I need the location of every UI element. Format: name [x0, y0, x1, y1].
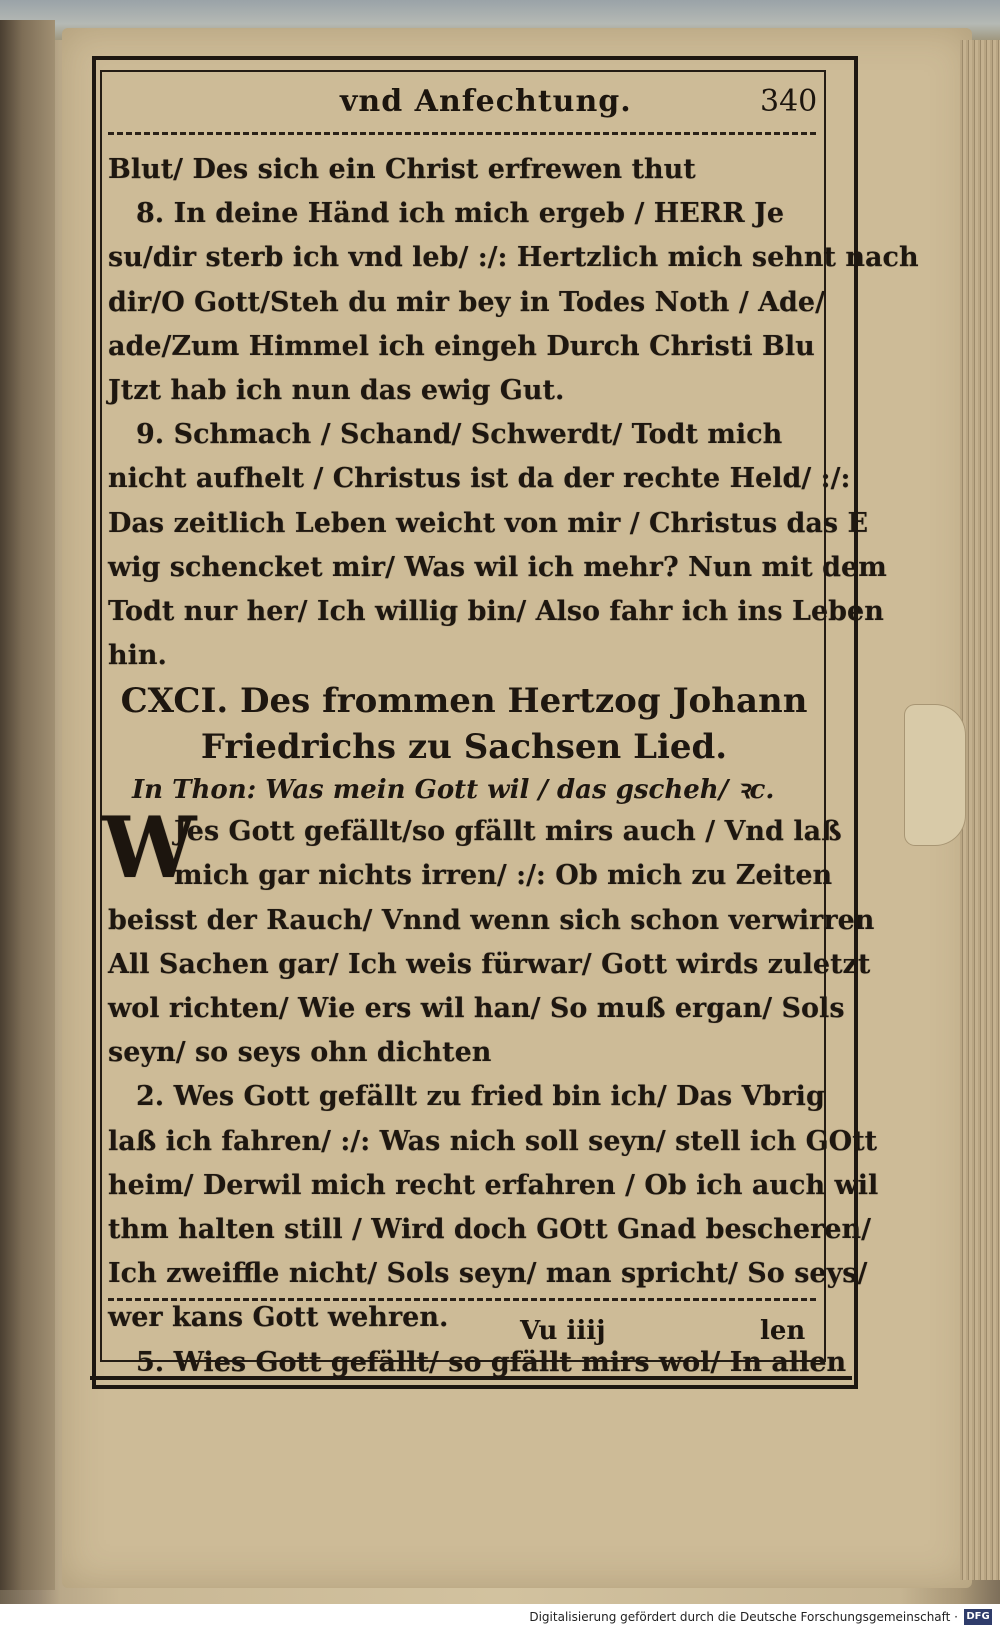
- stanza-line: All Sachen gar/ Ich weis fürwar/ Gott wirds zuletzt: [108, 948, 871, 980]
- text-line: Todt nur her/ Ich willig bin/ Also fahr ich ins Leben: [108, 595, 884, 627]
- stanza-line: wer kans Gott wehren.: [108, 1302, 449, 1334]
- page-text: [102, 148, 919, 1385]
- text-line: Blut/ Des sich ein Christ erfrewen thut: [108, 154, 696, 185]
- page-header: [100, 78, 822, 128]
- signature-mark: Vu iiij: [520, 1316, 606, 1346]
- running-head: vnd Anfechtung.: [340, 84, 632, 119]
- funding-credit: Digitalisierung gefördert durch die Deutsche Forschungsgemeinschaft ·: [529, 1610, 958, 1624]
- text-line: Das zeitlich Leben weicht von mir / Christus das E: [108, 507, 869, 539]
- stanza-line: heim/ Derwil mich recht erfahren / Ob ich auch wil: [108, 1169, 879, 1201]
- stanza-line: mich gar nichts irren/ :/: Ob mich zu Zeiten: [174, 860, 833, 892]
- stanza-line: thm halten still / Wird doch GOtt Gnad bescheren/: [108, 1213, 871, 1245]
- tune-indication: In Thon: Was mein Gott wil / das gscheh/ ꝛc.: [132, 775, 775, 806]
- dfg-logo-icon: DFG: [964, 1609, 992, 1625]
- stanza-line: Ich zweiffle nicht/ Sols seyn/ man spricht/ So seys/: [108, 1258, 868, 1290]
- footer-rule: [108, 1298, 816, 1301]
- song-title: CXCI. Des frommen Hertzog Johann: [120, 681, 808, 722]
- drop-cap: W: [102, 798, 197, 898]
- text-line: 9. Schmach / Schand/ Schwerdt/ Todt mich: [136, 419, 783, 451]
- stanza-line: laß ich fahren/ :/: Was nich soll seyn/ stell ich GOtt: [108, 1125, 878, 1157]
- stanza-line: seyn/ so seys ohn dichten: [108, 1037, 492, 1069]
- text-line: su/dir sterb ich vnd leb/ :/: Hertzlich mich sehnt nach: [108, 242, 919, 274]
- text-line: nicht aufhelt / Christus ist da der rechte Held/ :/:: [108, 463, 851, 495]
- text-line: ade/Zum Himmel ich eingeh Durch Christi Blu: [108, 330, 815, 362]
- stanza-line: 5. Wies Gott gefällt/ so gfällt mirs wol/ In allen: [136, 1346, 847, 1378]
- stanza-line: 2. Wes Gott gefällt zu fried bin ich/ Das Vbrig: [136, 1081, 825, 1113]
- page-edges: [960, 40, 1000, 1580]
- catchword: len: [760, 1316, 806, 1346]
- song-subtitle: Friedrichs zu Sachsen Lied.: [200, 727, 728, 768]
- page-number: 340: [760, 84, 818, 119]
- text-line: Jtzt hab ich nun das ewig Gut.: [108, 374, 565, 406]
- page-tab-marker: [905, 705, 965, 845]
- header-rule: [108, 132, 816, 135]
- stanza-line-text: Jes Gott gefällt/so gfällt mirs auch / Vnd laß: [174, 816, 842, 848]
- stanza-line: beisst der Rauch/ Vnnd wenn sich schon verwirren: [108, 904, 875, 936]
- left-page-edge: [0, 20, 55, 1590]
- text-line: wig schencket mir/ Was wil ich mehr? Nun mit dem: [108, 551, 887, 583]
- text-line: 8. In deine Händ ich mich ergeb / HERR Je: [136, 198, 785, 230]
- text-line: hin.: [108, 640, 167, 672]
- text-line: dir/O Gott/Steh du mir bey in Todes Noth / Ade/: [108, 286, 825, 318]
- stanza-line: wol richten/ Wie ers wil han/ So muß ergan/ Sols: [108, 993, 845, 1024]
